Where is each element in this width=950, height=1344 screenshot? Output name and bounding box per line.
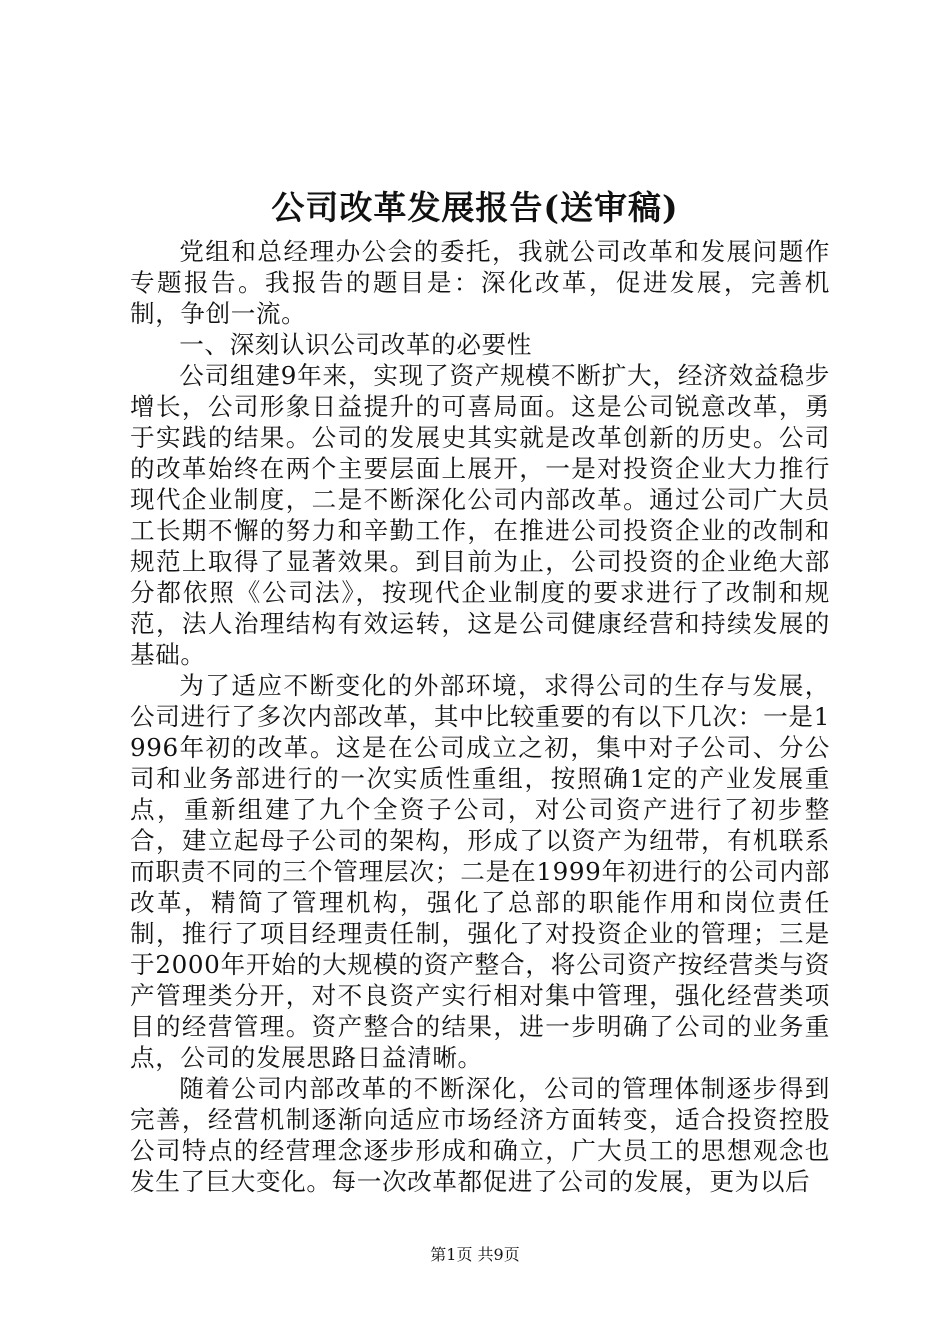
page-footer: 第1页 共9页 (430, 1245, 520, 1264)
document-title: 公司改革发展报告(送审稿) (271, 188, 679, 227)
paragraph-history: 公司组建9年来，实现了资产规模不断扩大，经济效益稳步增长，公司形象日益提升的可喜局面。这是公司锐意改革，勇于实践的结果。公司的发展史其实就是改革创新的历史。公司的改革始终在两个主要层面上展开，一是对投资企业大力推行现代企业制度，二是不断深化公司内部改革。通过公司广大员工长期不懈的努力和辛勤工作，在推进公司投资企业的改制和规范上取得了显著效果。到目前为止，公司投资的企业绝大部分都依照《公司法》，按现代企业制度的要求进行了改制和规范，法人治理结构有效运转，这是公司健康经营和持续发展的基础。 (130, 361, 830, 669)
section-heading: 一、深刻认识公司改革的必要性 (179, 330, 532, 359)
paragraph-deepening: 随着公司内部改革的不断深化，公司的管理体制逐步得到完善，经营机制逐渐向适应市场经济方面转变，适合投资控股公司特点的经营理念逐步形成和确立，广大员工的思想观念也发生了巨大变化。每一次改革都促进了公司的发展，更为以后 (130, 1074, 830, 1196)
paragraph-intro: 党组和总经理办公会的委托，我就公司改革和发展问题作专题报告。我报告的题目是：深化改革，促进发展，完善机制，争创一流。 (130, 237, 830, 328)
document-body (130, 236, 830, 1197)
paragraph-reforms: 为了适应不断变化的外部环境，求得公司的生存与发展，公司进行了多次内部改革，其中比较重要的有以下几次：一是1996年初的改革。这是在公司成立之初，集中对子公司、分公司和业务部进行的一次实质性重组，按照确1定的产业发展重点，重新组建了九个全资子公司，对公司资产进行了初步整合，建立起母子公司的架构，形成了以资产为纽带，有机联系而职责不同的三个管理层次；二是在1999年初进行的公司内部改革，精简了管理机构，强化了总部的职能作用和岗位责任制，推行了项目经理责任制，强化了对投资企业的管理；三是于2000年开始的大规模的资产整合，将公司资产按经营类与资产管理类分开，对不良资产实行相对集中管理，强化经营类项目的经营管理。资产整合的结果，进一步明确了公司的业务重点，公司的发展思路日益清晰。 (130, 671, 830, 1072)
